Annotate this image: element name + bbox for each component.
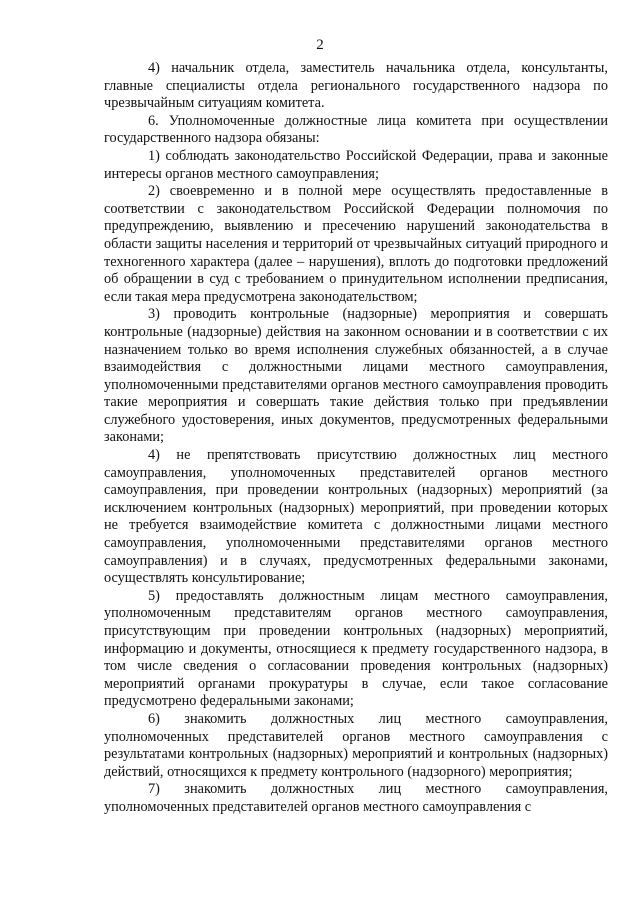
paragraph-duty-6: 6) знакомить должностных лиц местного самоуправления, уполномоченных представителей органов местного самоуправления с результатами контрольных (надзорных) мероприятий и контрольных (надзорных) действий, относящихся к предмету контрольного (надзорного) мероприятия; [104,710,608,780]
paragraph-duty-4: 4) не препятствовать присутствию должностных лиц местного самоуправления, уполномоченных представителей органов местного самоуправления, при проведении контрольных (надзорных) мероприятий (за исключением контрольных (надзорных) мероприятий, при проведении которых не требуется взаимодействие комитета с должностными лицами местного самоуправления, уполномоченными представителями органов местного самоуправления) и в случаях, предусмотренных федеральными законами, осуществлять консультирование; [104,447,608,587]
document-body [104,60,608,817]
paragraph-duty-7: 7) знакомить должностных лиц местного самоуправления, уполномоченных представителей органов местного самоуправления с [104,781,608,815]
paragraph-duty-5: 5) предоставлять должностным лицам местного самоуправления, уполномоченным представителям органов местного самоуправления, присутствующим при проведении контрольных (надзорных) мероприятий, информацию и документы, относящиеся к предмету государственного надзора, в том числе сведения о согласовании проведения контрольных (надзорных) мероприятий органами прокуратуры в случае, если такое согласование предусмотрено федеральными законами; [104,587,608,710]
paragraph-item-4-staff: 4) начальник отдела, заместитель начальника отдела, консультанты, главные специалисты отдела регионального государственного надзора по чрезвычайным ситуациям комитета. [104,60,608,112]
paragraph-section-6: 6. Уполномоченные должностные лица комитета при осуществлении государственного надзора обязаны: [104,112,608,147]
paragraph-duty-2: 2) своевременно и в полной мере осуществлять предоставленные в соответствии с законодательством Российской Федерации полномочия по предупреждению, выявлению и пресечению нарушений законодательства в области защиты населения и территорий от чрезвычайных ситуаций природного и техногенного характера (далее – нарушения), вплоть до подготовки предложений об обращении в суд с требованием о принудительном исполнении предписания, если такая мера предусмотрена законодательством; [104,183,608,305]
page-number: 2 [316,37,324,53]
paragraph-duty-1: 1) соблюдать законодательство Российской Федерации, права и законные интересы органов местного самоуправления; [104,147,608,182]
paragraph-duty-3: 3) проводить контрольные (надзорные) мероприятия и совершать контрольные (надзорные) действия на законном основании и в соответствии с их назначением только во время исполнения служебных обязанностей, а в случае взаимодействия с должностными лицами местного самоуправления, уполномоченными представителями органов местного самоуправления проводить такие мероприятия и совершать такие действия только при предъявлении служебного удостоверения, иных документов, предусмотренных федеральными законами; [104,306,608,446]
